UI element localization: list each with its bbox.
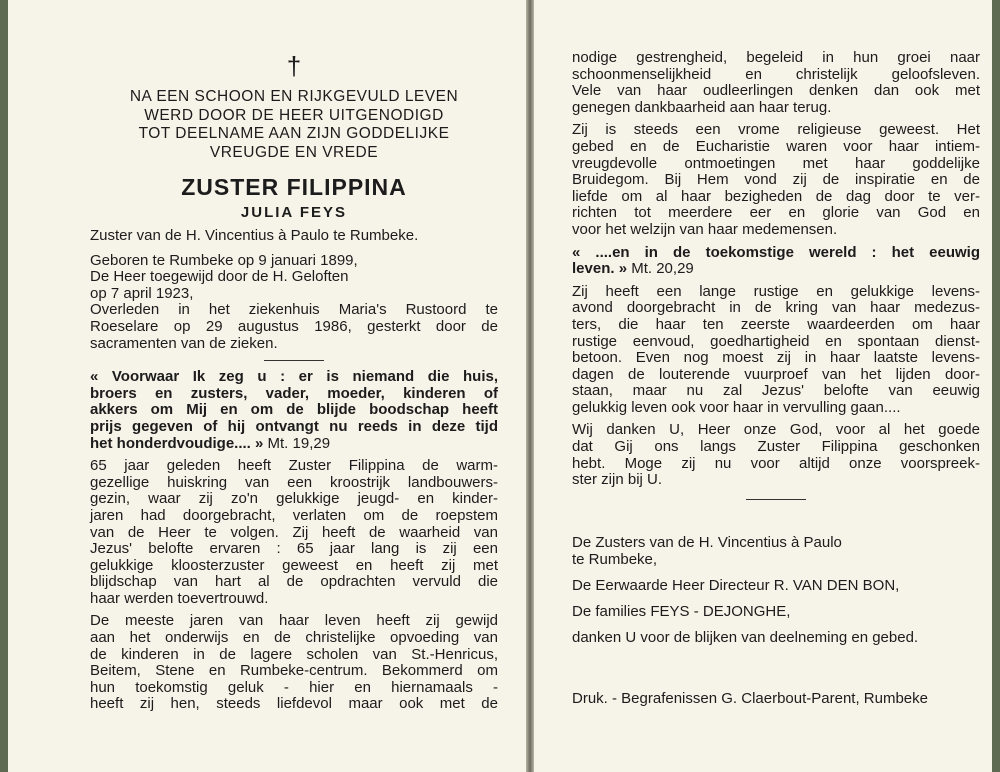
paragraph-1 (90, 458, 498, 607)
closing-line: De Eerwaarde Heer Directeur R. VAN DEN BON, (572, 576, 900, 594)
left-page (8, 0, 526, 772)
closing-line: te Rumbeke, (572, 550, 658, 568)
paragraph-6 (572, 422, 980, 488)
text-line: gezin, waar zij zo'n gelukkige jeugd- en kinder- (90, 490, 498, 508)
text-line: Wij danken U, Heer onze God, voor al het goede (572, 421, 980, 439)
text-line: hun toekomstig geluk - hier en hiernamaals - (90, 678, 498, 696)
bio-line: sacramenten van de zieken. (90, 334, 278, 352)
text-line: dagen de louterende vuurproef van het lijden door- (572, 365, 980, 383)
text-line: richten tot meerdere eer en glorie van God en (572, 204, 980, 222)
deceased-name: ZUSTER FILIPPINA (181, 174, 407, 200)
text-line: gezellige huiskring van een kroostrijk landbouwers- (90, 473, 498, 491)
bio-block (90, 253, 498, 353)
text-line: betoon. Even nog moest zij in haar laatste levens- (572, 349, 980, 367)
closing-line: De families FEYS - DEJONGHE, (572, 602, 791, 620)
divider (746, 499, 806, 500)
text-line: Beitem, Stene en Rumbeke-centrum. Bekommerd om (90, 662, 498, 680)
quote-reference: Mt. 20,29 (627, 260, 694, 278)
text-line: Jezus' belofte ervaren : 65 jaar lang is zij een (90, 540, 498, 558)
text-line: van de Heer te volgen. Zij heeft de waarheid van (90, 523, 498, 541)
intro-line: TOT DEELNAME AAN ZIJN GODDELIJKE (138, 125, 450, 142)
scripture-quote-2 (572, 245, 980, 278)
text-line: schoonmenselijkheid en christelijk geloofsleven. (572, 65, 980, 83)
quote-line: leven. » (572, 260, 628, 278)
paragraph-5 (572, 284, 980, 417)
quote-line: akkers om Mij en om de blijde boodschap heeft (90, 401, 498, 419)
text-line: liefde om al haar bezigheden de dag door te ver- (572, 187, 980, 205)
bio-line: Geboren te Rumbeke op 9 januari 1899, (90, 251, 358, 269)
bio-line: op 7 april 1923, (90, 284, 194, 302)
text-line: Zij is steeds een vrome religieuse geweest. Het (572, 121, 980, 139)
right-page (534, 0, 992, 772)
intro-text (90, 88, 498, 162)
quote-line: « ....en in de toekomstige wereld : het eeuwig (572, 243, 980, 261)
text-line: heeft zij hen, steeds liefdevol maar ook met de (90, 695, 498, 713)
quote-line: prijs gegeven of hij ontvangt nu reeds in deze tijd (90, 417, 498, 435)
text-line: nodige gestrengheid, begeleid in hun groei naar (572, 49, 980, 66)
text-line: genegen dankbaarheid aan haar terug. (572, 98, 832, 116)
quote-reference: Mt. 19,29 (263, 434, 331, 452)
bio-line: Roeselare op 29 augustus 1986, gesterkt door de (90, 317, 498, 335)
text-line: aan het onderwijs en de christelijke opvoeding van (90, 629, 498, 647)
text-line: Vele van haar oudleerlingen denken dan ook met (572, 82, 980, 100)
text-line: Bruidegom. Bij Hem vond zij de inspiratie en de (572, 171, 980, 189)
text-line: 65 jaar geleden heeft Zuster Filippina de warm- (90, 457, 498, 475)
text-line: hebt. Moge zij nu voor altijd onze voorspreek- (572, 454, 980, 472)
civil-name: JULIA FEYS (240, 204, 348, 221)
text-line: ster zijn bij U. (572, 471, 663, 489)
paragraph-2 (90, 613, 498, 713)
paragraph-4 (572, 122, 980, 238)
card-fold (526, 0, 534, 772)
text-line: de kinderen in de lagere scholen van St.-Henricus, (90, 645, 498, 663)
closing-line: De Zusters van de H. Vincentius à Paulo (572, 533, 842, 551)
quote-line: broers en zusters, vader, moeder, kinderen of (90, 384, 498, 402)
text-line: blijdschap van hart al de opdrachten vervuld die (90, 573, 498, 591)
closing-block (572, 534, 980, 646)
bio-line: De Heer toegewijd door de H. Geloften (90, 268, 349, 286)
text-line: vreugdevolle ontmoetingen met haar goddelijke (572, 154, 980, 172)
bio-line: Overleden in het ziekenhuis Maria's Rustoord te (90, 301, 498, 319)
scripture-quote-1 (90, 369, 498, 452)
text-line: rustige eenvoud, goedhartigheid en spontaan dienst- (572, 332, 980, 350)
paragraph-3 (572, 50, 980, 116)
closing-line: danken U voor de blijken van deelneming en gebed. (572, 628, 919, 646)
cross-icon: † (286, 51, 302, 81)
text-line: ters, die haar ten zeerste waardeerden om haar (572, 315, 980, 333)
text-line: jaren had doorgebracht, verlaten om de roepstem (90, 506, 498, 524)
text-line: gelukkig leven ook voor haar in vervulling gaan.... (572, 398, 901, 416)
congregation-line: Zuster van de H. Vincentius à Paulo te Rumbeke. (90, 227, 419, 244)
text-line: staan, maar nu zal Jezus' belofte van eeuwig (572, 382, 980, 400)
text-line: gelukkige kloosterzuster geweest en heeft zij met (90, 556, 498, 574)
divider (264, 360, 324, 361)
intro-line: WERD DOOR DE HEER UITGENODIGD (144, 106, 444, 124)
text-line: Zij heeft een lange rustige en gelukkige levens- (572, 282, 980, 300)
intro-line: NA EEN SCHOON EN RIJKGEVULD LEVEN (129, 88, 459, 105)
quote-line: « Voorwaar Ik zeg u : er is niemand die huis, (90, 368, 498, 386)
printer-credit: Druk. - Begrafenissen G. Claerbout-Parent, Rumbeke (572, 690, 928, 707)
text-line: dat Gij ons langs Zuster Filippina geschonken (572, 438, 980, 456)
text-line: gebed en de Eucharistie waren voor haar intiem- (572, 137, 980, 155)
text-line: avond doorgebracht in de kring van haar medezus- (572, 299, 980, 317)
text-line: voor het welzijn van haar medemensen. (572, 220, 838, 238)
text-line: haar werden toevertrouwd. (90, 589, 269, 607)
intro-line: VREUGDE EN VREDE (209, 143, 379, 161)
quote-line: het honderdvoudige.... » (90, 434, 264, 452)
text-line: De meeste jaren van haar leven heeft zij gewijd (90, 612, 498, 630)
